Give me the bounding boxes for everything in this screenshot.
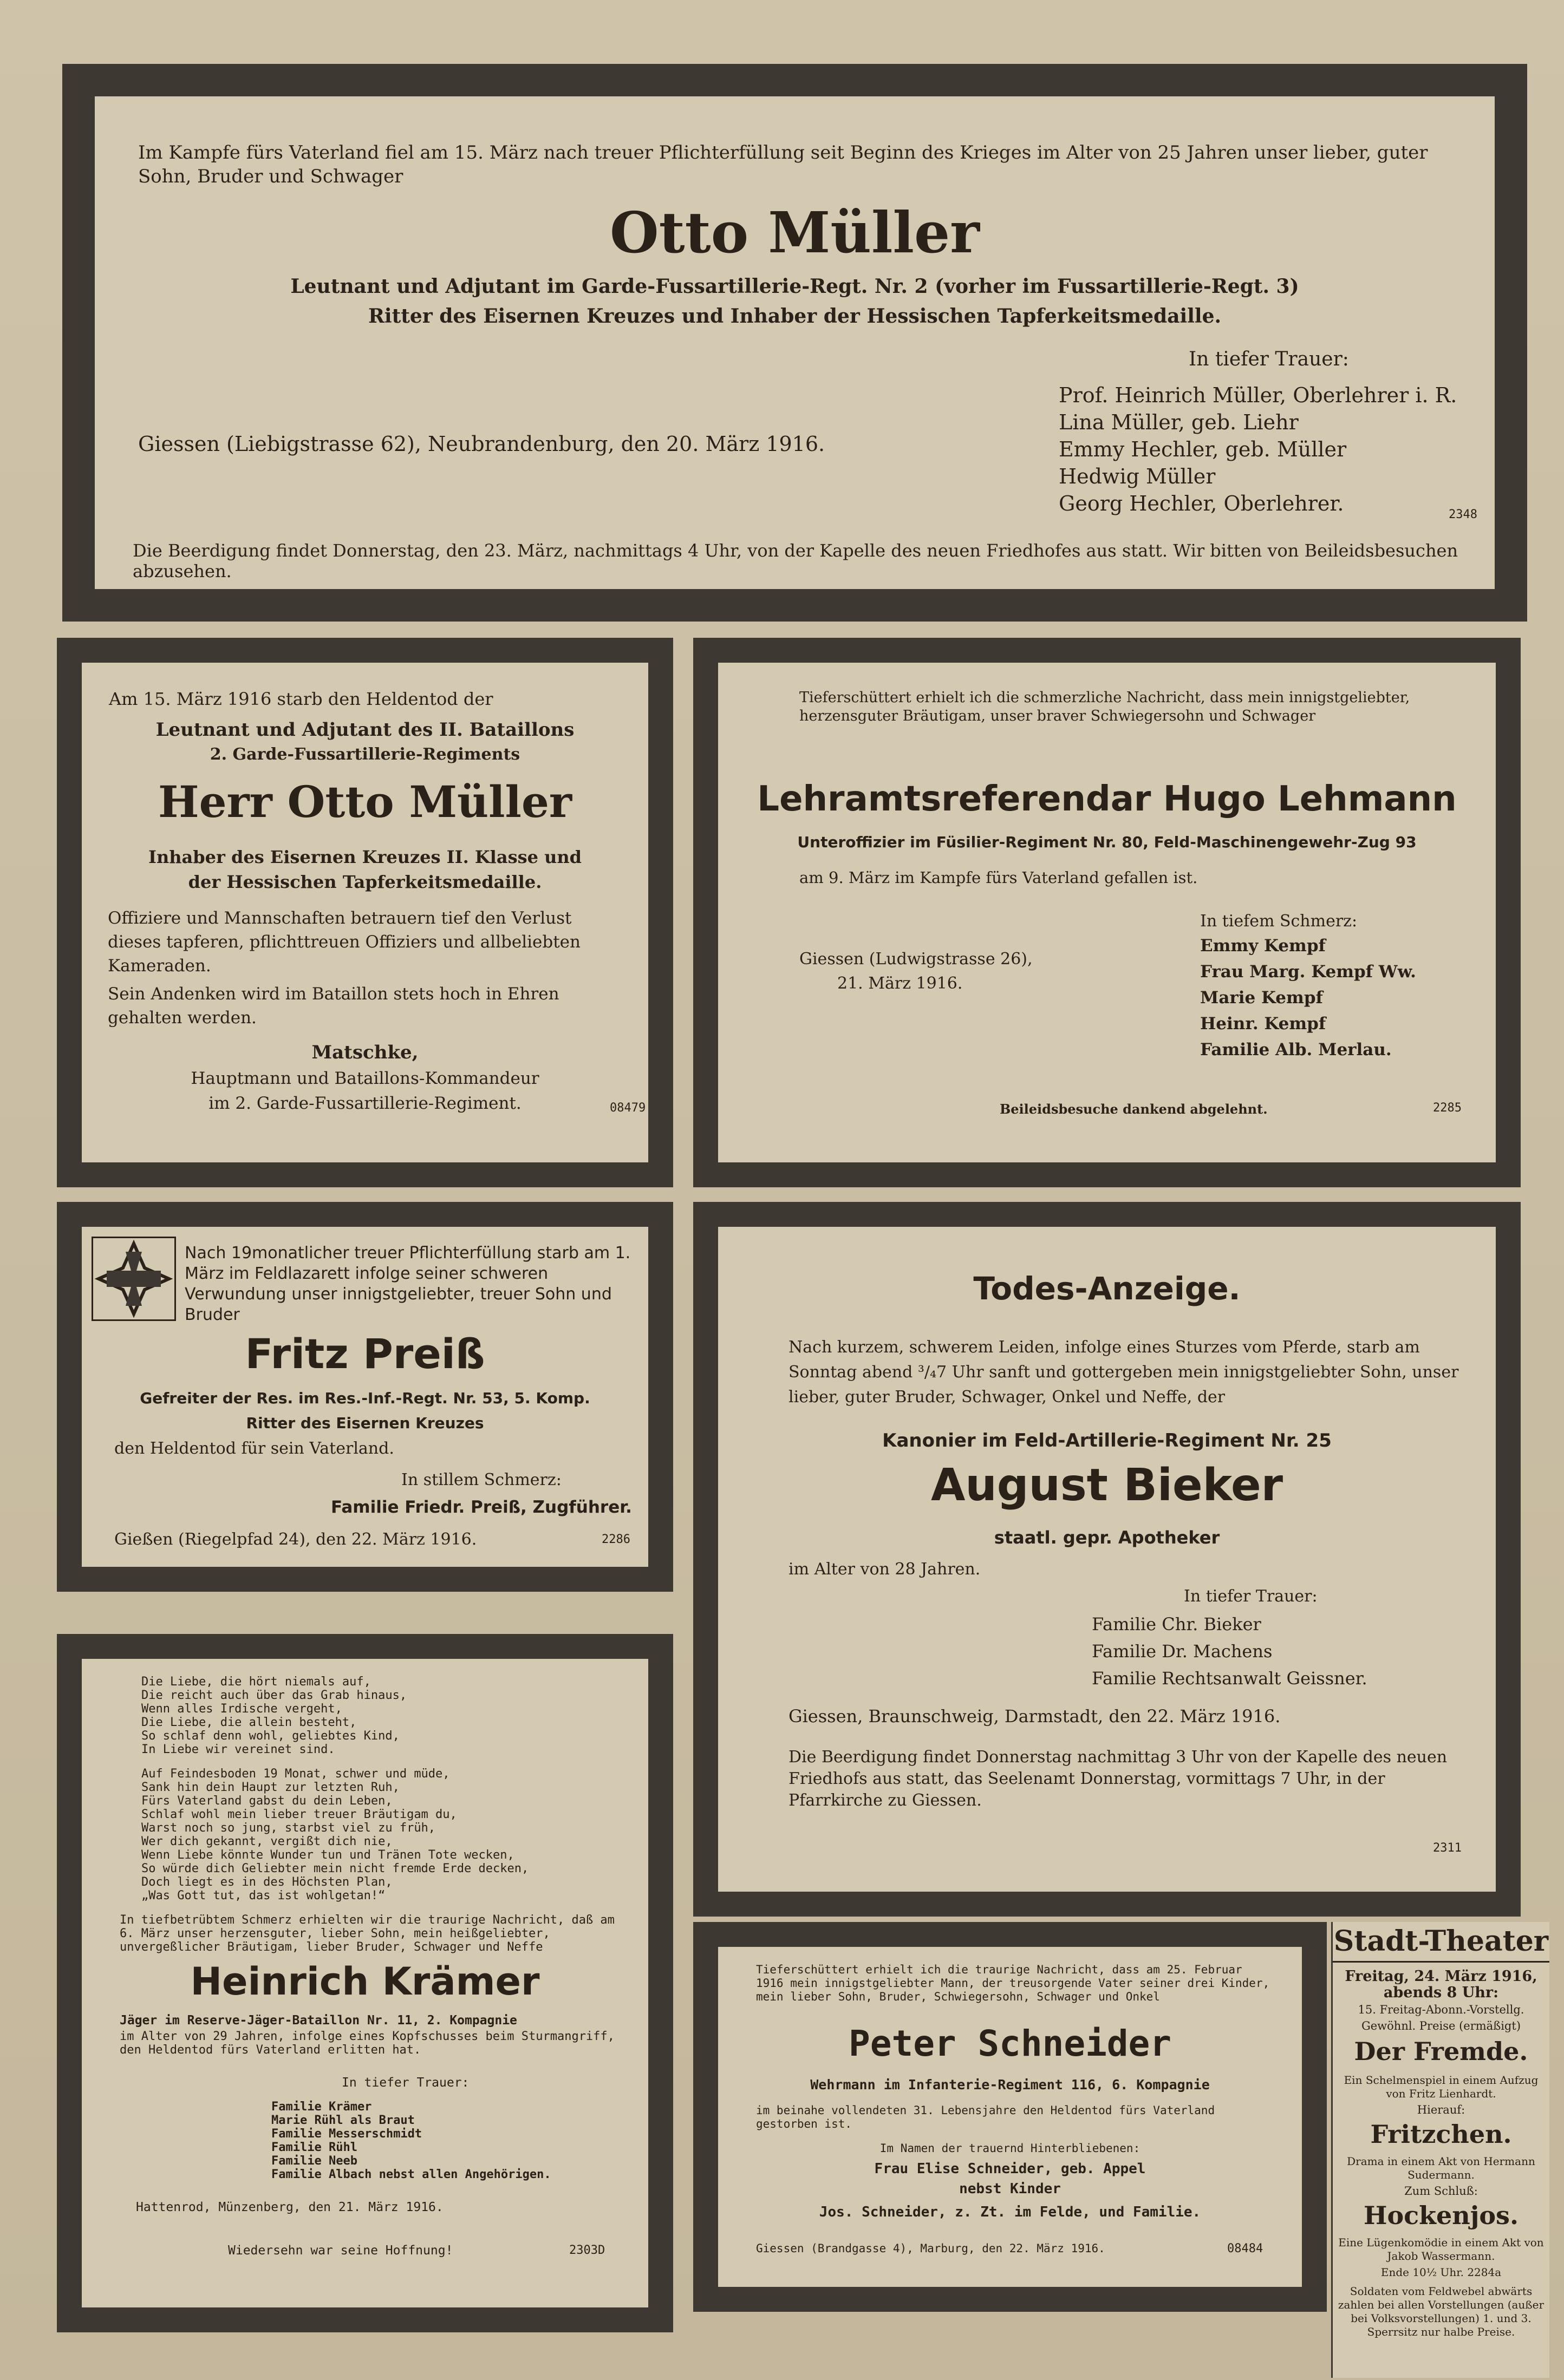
play-desc-1: Ein Schelmenspiel in einem Aufzug von Fritz Lienhardt. bbox=[1344, 2074, 1539, 2100]
end-time: Ende 10½ Uhr. 2284a bbox=[1380, 2266, 1502, 2279]
deceased-name: Otto Müller bbox=[610, 199, 980, 266]
mourner-1: Prof. Heinrich Müller, Oberlehrer i. R. bbox=[1059, 383, 1457, 407]
poem-line: Die reicht auch über das Grab hinaus, bbox=[141, 1689, 407, 1702]
mourner-4: Heinr. Kempf bbox=[1200, 1014, 1326, 1034]
obituary-august-bieker bbox=[693, 1202, 1521, 1917]
notice-number: 2303D bbox=[569, 2244, 605, 2257]
obituary-peter-schneider bbox=[693, 1922, 1327, 2312]
body-text: Offiziere und Mannschaften betrauern tief den Verlust dieses tapferen, pflichttreuen Offiziers und allbeliebten Kameraden. bbox=[108, 908, 581, 976]
iron-cross-icon bbox=[92, 1237, 176, 1321]
age-line: im Alter von 28 Jahren. bbox=[788, 1560, 981, 1579]
mourner: Marie Rühl als Braut bbox=[271, 2114, 415, 2127]
notice-number: 2286 bbox=[602, 1533, 630, 1546]
mourning-heading: In tiefem Schmerz: bbox=[1200, 912, 1358, 931]
notice-number: 2311 bbox=[1433, 1841, 1462, 1855]
poem-line: Die Liebe, die hört niemals auf, bbox=[141, 1675, 371, 1689]
obituary-fritz-preiss bbox=[57, 1202, 673, 1592]
rank-line: Unteroffizier im Füsilier-Regiment Nr. 80, Feld-Maschinengewehr-Zug 93 bbox=[797, 833, 1417, 851]
mourner: Familie Rühl bbox=[271, 2141, 357, 2154]
date-line: Freitag, 24. März 1916, bbox=[1345, 1968, 1537, 1985]
mourner-2: nebst Kinder bbox=[959, 2181, 1061, 2197]
intro-text: Tieferschüttert erhielt ich die schmerzliche Nachricht, dass mein innigstgeliebter, herzensguter Bräutigam, unser braver Schwiegersohn und Schwager bbox=[799, 689, 1410, 724]
footer-note: Wiedersehn war seine Hoffnung! bbox=[228, 2244, 453, 2258]
mourner-list bbox=[271, 2100, 551, 2181]
funeral-info: Die Beerdigung findet Donnerstag nachmittag 3 Uhr von der Kapelle des neuen Friedhofs aus statt, das Seelenamt Donnerstag, vormittags 7 Uhr, in der Pfarrkirche zu Giessen. bbox=[788, 1748, 1448, 1810]
deceased-name: Herr Otto Müller bbox=[158, 776, 572, 827]
play-desc-2: Drama in einem Akt von Hermann Sudermann. bbox=[1347, 2155, 1535, 2181]
deceased-name: August Bieker bbox=[930, 1460, 1283, 1511]
poem-line: Auf Feindesboden 19 Monat, schwer und müde, bbox=[141, 1767, 450, 1781]
signer-title: Hauptmann und Bataillons-Kommandeur bbox=[191, 1069, 539, 1088]
poem-line: Wenn alles Irdische vergeht, bbox=[141, 1702, 342, 1716]
obituary-hugo-lehmann bbox=[693, 638, 1521, 1187]
place-date: Giessen (Liebigstrasse 62), Neubrandenburg, den 20. März 1916. bbox=[138, 432, 825, 456]
mourner-2: Familie Dr. Machens bbox=[1092, 1641, 1273, 1662]
mourner-2: Lina Müller, geb. Liehr bbox=[1059, 410, 1299, 434]
signer-name: Matschke, bbox=[311, 1042, 419, 1063]
mourning-heading: In tiefer Trauer: bbox=[1184, 1587, 1318, 1606]
honors-line: Ritter des Eisernen Kreuzes und Inhaber der Hessischen Tapferkeitsmedaille. bbox=[368, 305, 1222, 328]
mourner: Familie Albach nebst allen Angehörigen. bbox=[271, 2168, 551, 2181]
honors-line: Ritter des Eisernen Kreuzes bbox=[246, 1414, 484, 1432]
poem-line: Wer dich gekannt, vergißt dich nie, bbox=[141, 1835, 393, 1848]
mourner-3: Emmy Hechler, geb. Müller bbox=[1059, 437, 1347, 461]
subscription-line: 15. Freitag-Abonn.-Vorstellg. bbox=[1358, 2003, 1524, 2016]
regiment-line: 2. Garde-Fussartillerie-Regiments bbox=[210, 745, 520, 764]
poem-line: Fürs Vaterland gabst du dein Leben, bbox=[141, 1794, 393, 1808]
poem-line: So schlaf denn wohl, geliebtes Kind, bbox=[141, 1729, 400, 1743]
mourning-heading: Im Namen der trauernd Hinterbliebenen: bbox=[879, 2142, 1141, 2155]
poem-line: In Liebe wir vereinet sind. bbox=[141, 1743, 335, 1756]
death-line: den Heldentod für sein Vaterland. bbox=[114, 1439, 394, 1458]
intro-line: Am 15. März 1916 starb den Heldentod der bbox=[109, 689, 493, 709]
deceased-name: Heinrich Krämer bbox=[190, 1959, 540, 2004]
rank-line: Kanonier im Feld-Artillerie-Regiment Nr. 25 bbox=[882, 1430, 1332, 1451]
rank-line: Leutnant und Adjutant des II. Bataillons bbox=[155, 719, 575, 741]
rank-line: Jäger im Reserve-Jäger-Bataillon Nr. 11, 2. Kompagnie bbox=[120, 2013, 517, 2028]
family-line: Familie Friedr. Preiß, Zugführer. bbox=[331, 1498, 632, 1517]
death-line: im Alter von 29 Jahren, infolge eines Kopfschusses beim Sturmangriff, den Heldentod fürs Vaterland erlitten hat. bbox=[120, 2030, 615, 2057]
play-title-2: Fritzchen. bbox=[1370, 2120, 1512, 2149]
time-line: abends 8 Uhr: bbox=[1383, 1984, 1499, 2001]
body-text-2: Sein Andenken wird im Bataillon stets hoch in Ehren gehalten werden. bbox=[108, 984, 559, 1028]
mourner-4: Hedwig Müller bbox=[1059, 465, 1216, 488]
fell-line: am 9. März im Kampfe fürs Vaterland gefallen ist. bbox=[799, 868, 1198, 887]
intro-text: Nach 19monatlicher treuer Pflichterfüllung starb am 1. März im Feldlazarett infolge seiner schweren Verwundung unser innigstgeliebter, treuer Sohn und Bruder bbox=[185, 1244, 631, 1324]
mourner-3: Marie Kempf bbox=[1200, 988, 1323, 1008]
mourning-heading: In tiefer Trauer: bbox=[1189, 348, 1349, 370]
notice-number: 08479 bbox=[610, 1101, 646, 1115]
zum-schluss: Zum Schluß: bbox=[1404, 2185, 1478, 2198]
poem-line: So würde dich Geliebter mein nicht fremde Erde decken, bbox=[141, 1862, 529, 1875]
poem-line: „Was Gott tut, das ist wohlgetan!“ bbox=[141, 1889, 386, 1902]
intro-text: Im Kampfe fürs Vaterland fiel am 15. März nach treuer Pflichterfüllung seit Beginn des Krieges im Alter von 25 Jahren unser lieber, guter Sohn, Bruder und Schwager bbox=[138, 142, 1428, 187]
prices-line: Gewöhnl. Preise (ermäßigt) bbox=[1361, 2019, 1521, 2032]
honors-line-2: der Hessischen Tapferkeitsmedaille. bbox=[188, 872, 542, 892]
place: Giessen (Ludwigstrasse 26), bbox=[799, 950, 1033, 969]
divider bbox=[1333, 1961, 1549, 1963]
poem-line: Sank hin dein Haupt zur letzten Ruh, bbox=[141, 1781, 400, 1794]
mourner-5: Familie Alb. Merlau. bbox=[1200, 1040, 1392, 1060]
place-date: Giessen, Braunschweig, Darmstadt, den 22. März 1916. bbox=[788, 1706, 1281, 1727]
deceased-name: Fritz Preiß bbox=[245, 1330, 485, 1378]
place-date: Hattenrod, Münzenberg, den 21. März 1916. bbox=[136, 2200, 444, 2214]
poem-line: Warst noch so jung, starbst viel zu früh, bbox=[141, 1821, 436, 1835]
poem-block-2 bbox=[141, 1767, 529, 1902]
mourner: Familie Krämer bbox=[271, 2100, 372, 2114]
mourner-3: Familie Rechtsanwalt Geissner. bbox=[1092, 1668, 1367, 1689]
rank-line: Leutnant und Adjutant im Garde-Fussartillerie-Regt. Nr. 2 (vorher im Fussartillerie-Regt. 3) bbox=[290, 275, 1299, 298]
place-date: Giessen (Brandgasse 4), Marburg, den 22. März 1916. bbox=[756, 2242, 1105, 2255]
theater-advertisement bbox=[1331, 1922, 1549, 2378]
footer-note: Beileidsbesuche dankend abgelehnt. bbox=[1000, 1101, 1268, 1117]
obituary-otto-mueller-battalion bbox=[57, 638, 673, 1187]
mourner-1: Familie Chr. Bieker bbox=[1092, 1614, 1261, 1634]
mourner-5: Georg Hechler, Oberlehrer. bbox=[1059, 492, 1344, 515]
obituary-heinrich-kraemer bbox=[57, 1634, 673, 2332]
mourner: Familie Neeb bbox=[271, 2154, 357, 2168]
deceased-name: Peter Schneider bbox=[848, 2023, 1172, 2064]
poem-line: Schlaf wohl mein lieber treuer Bräutigam du, bbox=[141, 1808, 457, 1821]
notice-title: Todes-Anzeige. bbox=[973, 1270, 1241, 1307]
mourner-1: Emmy Kempf bbox=[1200, 936, 1326, 956]
poem-block-1 bbox=[141, 1675, 407, 1756]
poem-line: Wenn Liebe könnte Wunder tun und Tränen Tote wecken, bbox=[141, 1848, 514, 1862]
profession: staatl. gepr. Apotheker bbox=[994, 1527, 1220, 1548]
signer-unit: im 2. Garde-Fussartillerie-Regiment. bbox=[208, 1094, 522, 1113]
soldier-prices: Soldaten vom Feldwebel abwärts zahlen bei allen Vorstellungen (außer bei Volksvorstellungen) 1. und 3. Sperrsitz nur halbe Preise. bbox=[1338, 2285, 1545, 2338]
mourning-heading: In stillem Schmerz: bbox=[401, 1470, 562, 1489]
mourner-3: Jos. Schneider, z. Zt. im Felde, und Familie. bbox=[819, 2204, 1201, 2220]
intro-text: Nach kurzem, schwerem Leiden, infolge eines Sturzes vom Pferde, starb am Sonntag abend ³/₄7 Uhr sanft und gottergeben mein innigstgeliebter Sohn, unser lieber, guter Bruder, Schwager, Onkel und Neffe, der bbox=[788, 1338, 1459, 1407]
mourning-heading: In tiefer Trauer: bbox=[342, 2076, 470, 2090]
death-line: im beinahe vollendeten 31. Lebensjahre den Heldentod fürs Vaterland gestorben ist. bbox=[756, 2104, 1215, 2130]
play-title-3: Hockenjos. bbox=[1364, 2201, 1519, 2230]
funeral-info: Die Beerdigung findet Donnerstag, den 23. März, nachmittags 4 Uhr, von der Kapelle des neuen Friedhofes aus statt. Wir bitten von Beileidsbesuchen abzusehen. bbox=[133, 540, 1458, 581]
mourner-2: Frau Marg. Kempf Ww. bbox=[1200, 962, 1416, 982]
intro-text: In tiefbetrübtem Schmerz erhielten wir die traurige Nachricht, daß am 6. März unser herzensguter, lieber Sohn, mein heißgeliebter, unvergeßlicher Bräutigam, lieber Bruder, Schwager und Neffe bbox=[120, 1913, 615, 1954]
play-title-1: Der Fremde. bbox=[1354, 2037, 1528, 2066]
mourner-1: Frau Elise Schneider, geb. Appel bbox=[874, 2161, 1146, 2177]
notice-number: 2285 bbox=[1433, 1101, 1462, 1115]
obituary-otto-mueller-main bbox=[62, 64, 1527, 622]
poem-line: Doch liegt es in des Höchsten Plan, bbox=[141, 1875, 393, 1889]
play-desc-3: Eine Lügenkomödie in einem Akt von Jakob Wassermann. bbox=[1338, 2236, 1544, 2263]
date: 21. März 1916. bbox=[837, 974, 963, 993]
theater-title: Stadt-Theater bbox=[1333, 1925, 1549, 1958]
poem-line: Die Liebe, die allein besteht, bbox=[141, 1716, 357, 1729]
intro-text: Tieferschüttert erhielt ich die traurige Nachricht, dass am 25. Februar 1916 mein innigstgeliebter Mann, der treusorgende Vater seiner drei Kinder, mein lieber Sohn, Bruder, Schwiegersohn, Schwager und Onkel bbox=[756, 1963, 1270, 2003]
notice-number: 08484 bbox=[1227, 2242, 1263, 2255]
deceased-name: Lehramtsreferendar Hugo Lehmann bbox=[757, 779, 1457, 819]
mourner: Familie Messerschmidt bbox=[271, 2127, 422, 2141]
hierauf: Hierauf: bbox=[1417, 2103, 1465, 2116]
place-date: Gießen (Riegelpfad 24), den 22. März 1916. bbox=[114, 1530, 477, 1549]
honors-line-1: Inhaber des Eisernen Kreuzes II. Klasse und bbox=[148, 847, 582, 867]
rank-line: Wehrmann im Infanterie-Regiment 116, 6. Kompagnie bbox=[810, 2077, 1210, 2093]
rank-line: Gefreiter der Res. im Res.-Inf.-Regt. Nr. 53, 5. Komp. bbox=[140, 1389, 590, 1407]
notice-number: 2348 bbox=[1449, 508, 1477, 521]
